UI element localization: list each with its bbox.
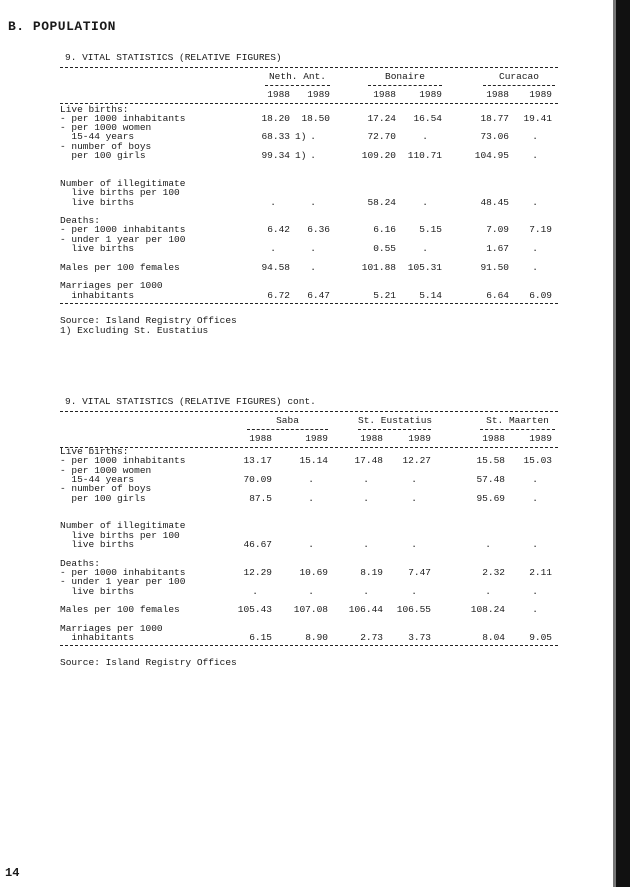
table-cell: 17.48 <box>354 455 383 467</box>
row-label: - number of boys <box>60 483 152 495</box>
footnote-marker: 1) <box>295 150 307 161</box>
table-cell: 87.5 <box>249 492 272 504</box>
table-cell: 17.24 <box>367 112 396 124</box>
table-cell: 6.36 <box>307 224 330 236</box>
table-cell: 101.88 <box>361 261 396 273</box>
row-label: per 100 girls <box>60 492 146 504</box>
divider <box>60 411 558 412</box>
table-cell: 105.31 <box>407 261 442 273</box>
table-cell: . <box>532 585 538 597</box>
table-cell: . <box>532 196 538 208</box>
row-label: Males per 100 females <box>60 604 180 616</box>
row-label: 15-44 years <box>60 473 135 485</box>
group-underline <box>368 85 442 86</box>
year-header: 1989 <box>305 433 328 444</box>
table-cell: 6.42 <box>267 224 290 236</box>
table-cell: . <box>270 196 276 208</box>
row-label: - per 1000 inhabitants <box>60 455 186 467</box>
table-cell: 68.33 <box>261 131 290 143</box>
table-cell: 107.08 <box>293 604 328 616</box>
table-cell: . <box>532 261 538 273</box>
table-cell: 104.95 <box>474 150 509 161</box>
table-cell: 70.09 <box>243 473 272 485</box>
row-label: live births <box>60 243 135 254</box>
table-cell: . <box>422 243 428 254</box>
table-cell: . <box>363 492 369 504</box>
row-label: 15-44 years <box>60 131 135 143</box>
table-cell: 5.15 <box>419 224 442 236</box>
row-label: inhabitants <box>60 632 135 643</box>
table-cell: . <box>411 539 417 550</box>
table-cell: 9.05 <box>529 632 552 643</box>
table-cell: 99.34 <box>261 150 290 161</box>
table-cell: 6.15 <box>249 632 272 643</box>
row-label: - per 1000 women <box>60 464 152 476</box>
table-cell: . <box>411 492 417 504</box>
group-underline <box>480 429 555 430</box>
row-label: - under 1 year per 100 <box>60 233 186 245</box>
table-cell: 8.04 <box>482 632 505 643</box>
source-note: Source: Island Registry Offices <box>60 314 237 326</box>
row-label: Number of illegitimate <box>60 520 186 532</box>
table-cell: 6.16 <box>373 224 396 236</box>
row-label: Live births: <box>60 446 129 457</box>
table-cell: . <box>532 604 538 616</box>
table-cell: 106.55 <box>396 604 431 616</box>
table-title: 9. VITAL STATISTICS (RELATIVE FIGURES) <box>65 52 282 63</box>
divider <box>60 303 558 304</box>
row-label: Marriages per 1000 <box>60 280 163 292</box>
table-cell: . <box>310 196 316 208</box>
table-cell: 8.19 <box>360 566 383 578</box>
row-label: per 100 girls <box>60 150 146 161</box>
table-cell: 2.11 <box>529 566 552 578</box>
table-cell: 7.19 <box>529 224 552 236</box>
row-label: live births per 100 <box>60 187 180 199</box>
group-underline <box>483 85 555 86</box>
year-header: 1989 <box>408 433 431 444</box>
row-label: - under 1 year per 100 <box>60 576 186 588</box>
table-cell: 13.17 <box>243 455 272 467</box>
table-cell: . <box>532 150 538 161</box>
year-header: 1988 <box>373 89 396 100</box>
table-cell: . <box>411 585 417 597</box>
table-cell: 10.69 <box>299 566 328 578</box>
row-label: live births per 100 <box>60 529 180 541</box>
table-cell: 6.09 <box>529 289 552 301</box>
table-cell: 7.09 <box>486 224 509 236</box>
row-label: - per 1000 inhabitants <box>60 224 186 236</box>
table-cell: 48.45 <box>480 196 509 208</box>
table-cell: . <box>532 473 538 485</box>
table-cell: . <box>532 492 538 504</box>
table-cell: . <box>422 131 428 143</box>
table-cell: . <box>308 473 314 485</box>
table-cell: 106.44 <box>348 604 383 616</box>
table-cell: . <box>270 243 276 254</box>
table-cell: 46.67 <box>243 539 272 550</box>
table-cell: 15.58 <box>476 455 505 467</box>
year-header: 1988 <box>482 433 505 444</box>
table-cell: . <box>411 473 417 485</box>
row-label: Number of illegitimate <box>60 177 186 189</box>
year-header: 1989 <box>307 89 330 100</box>
table-cell: 18.77 <box>480 112 509 124</box>
table-cell: . <box>308 492 314 504</box>
table-cell: 0.55 <box>373 243 396 254</box>
table-cell: 94.58 <box>261 261 290 273</box>
row-label: live births <box>60 585 135 597</box>
column-group-header: Saba <box>276 415 299 426</box>
column-group-header: Bonaire <box>385 71 425 82</box>
table-cell: 6.72 <box>267 289 290 301</box>
row-label: Marriages per 1000 <box>60 622 163 634</box>
table-cell: . <box>532 131 538 143</box>
divider <box>60 67 558 68</box>
table-cell: 8.90 <box>305 632 328 643</box>
year-header: 1989 <box>529 433 552 444</box>
table-cell: 18.50 <box>301 112 330 124</box>
group-underline <box>265 85 330 86</box>
table-cell: 3.73 <box>408 632 431 643</box>
footnote-marker: 1) <box>295 131 307 143</box>
table-cell: 108.24 <box>470 604 505 616</box>
table-cell: . <box>485 539 491 550</box>
row-label: Live births: <box>60 103 129 115</box>
table-cell: 15.03 <box>523 455 552 467</box>
year-header: 1988 <box>249 433 272 444</box>
table-cell: . <box>363 585 369 597</box>
row-label: - per 1000 women <box>60 122 152 134</box>
table-cell: . <box>310 261 316 273</box>
footnote: 1) Excluding St. Eustatius <box>60 324 209 336</box>
column-group-header: Neth. Ant. <box>268 71 326 82</box>
table-cell: 5.14 <box>419 289 442 301</box>
table-cell: 73.06 <box>480 131 509 143</box>
row-label: - per 1000 inhabitants <box>60 112 186 124</box>
divider <box>60 103 558 104</box>
source-note: Source: Island Registry Offices <box>60 657 237 669</box>
year-header: 1989 <box>419 89 442 100</box>
table-title: 9. VITAL STATISTICS (RELATIVE FIGURES) cont. <box>65 396 316 407</box>
table-cell: 15.14 <box>299 455 328 467</box>
table-cell: 57.48 <box>476 473 505 485</box>
table-cell: . <box>422 196 428 208</box>
divider <box>60 447 558 448</box>
row-label: live births <box>60 196 135 208</box>
row-label: - number of boys <box>60 140 152 152</box>
column-group-header: St. Eustatius <box>358 415 433 426</box>
table-cell: 72.70 <box>367 131 396 143</box>
table-cell: 19.41 <box>523 112 552 124</box>
row-label: - per 1000 inhabitants <box>60 566 186 578</box>
table-cell: . <box>363 539 369 550</box>
table-cell: . <box>532 243 538 254</box>
table-cell: 95.69 <box>476 492 505 504</box>
divider <box>60 645 558 646</box>
table-cell: 6.64 <box>486 289 509 301</box>
group-underline <box>247 429 328 430</box>
page-number: 14 <box>5 866 20 880</box>
table-cell: 109.20 <box>361 150 396 161</box>
vital-statistics-table-cont <box>60 397 560 687</box>
table-cell: . <box>363 473 369 485</box>
vital-statistics-table <box>60 53 560 343</box>
table-cell: 2.32 <box>482 566 505 578</box>
section-title: B. POPULATION <box>8 19 116 34</box>
table-cell: 12.29 <box>243 566 272 578</box>
table-cell: . <box>310 150 316 161</box>
table-cell: 5.21 <box>373 289 396 301</box>
year-header: 1988 <box>360 433 383 444</box>
year-header: 1988 <box>486 89 509 100</box>
table-cell: 105.43 <box>237 604 272 616</box>
table-cell: 6.47 <box>307 289 330 301</box>
year-header: 1989 <box>529 89 552 100</box>
row-label: Deaths: <box>60 215 100 227</box>
table-cell: 18.20 <box>261 112 290 124</box>
group-underline <box>358 429 431 430</box>
row-label: live births <box>60 539 135 550</box>
row-label: inhabitants <box>60 289 135 301</box>
table-cell: . <box>310 131 316 143</box>
table-cell: 7.47 <box>408 566 431 578</box>
table-cell: 110.71 <box>407 150 442 161</box>
table-cell: 12.27 <box>402 455 431 467</box>
table-cell: 58.24 <box>367 196 396 208</box>
scan-edge <box>616 0 630 887</box>
table-cell: 16.54 <box>413 112 442 124</box>
table-cell: . <box>308 539 314 550</box>
row-label: Males per 100 females <box>60 261 180 273</box>
table-cell: . <box>532 539 538 550</box>
table-cell: 1.67 <box>486 243 509 254</box>
year-header: 1988 <box>267 89 290 100</box>
table-cell: . <box>310 243 316 254</box>
column-group-header: Curacao <box>499 71 539 82</box>
column-group-header: St. Maarten <box>486 415 549 426</box>
table-cell: 2.73 <box>360 632 383 643</box>
table-cell: . <box>485 585 491 597</box>
row-label: Deaths: <box>60 557 100 569</box>
table-cell: 91.50 <box>480 261 509 273</box>
table-cell: . <box>308 585 314 597</box>
table-cell: . <box>252 585 258 597</box>
